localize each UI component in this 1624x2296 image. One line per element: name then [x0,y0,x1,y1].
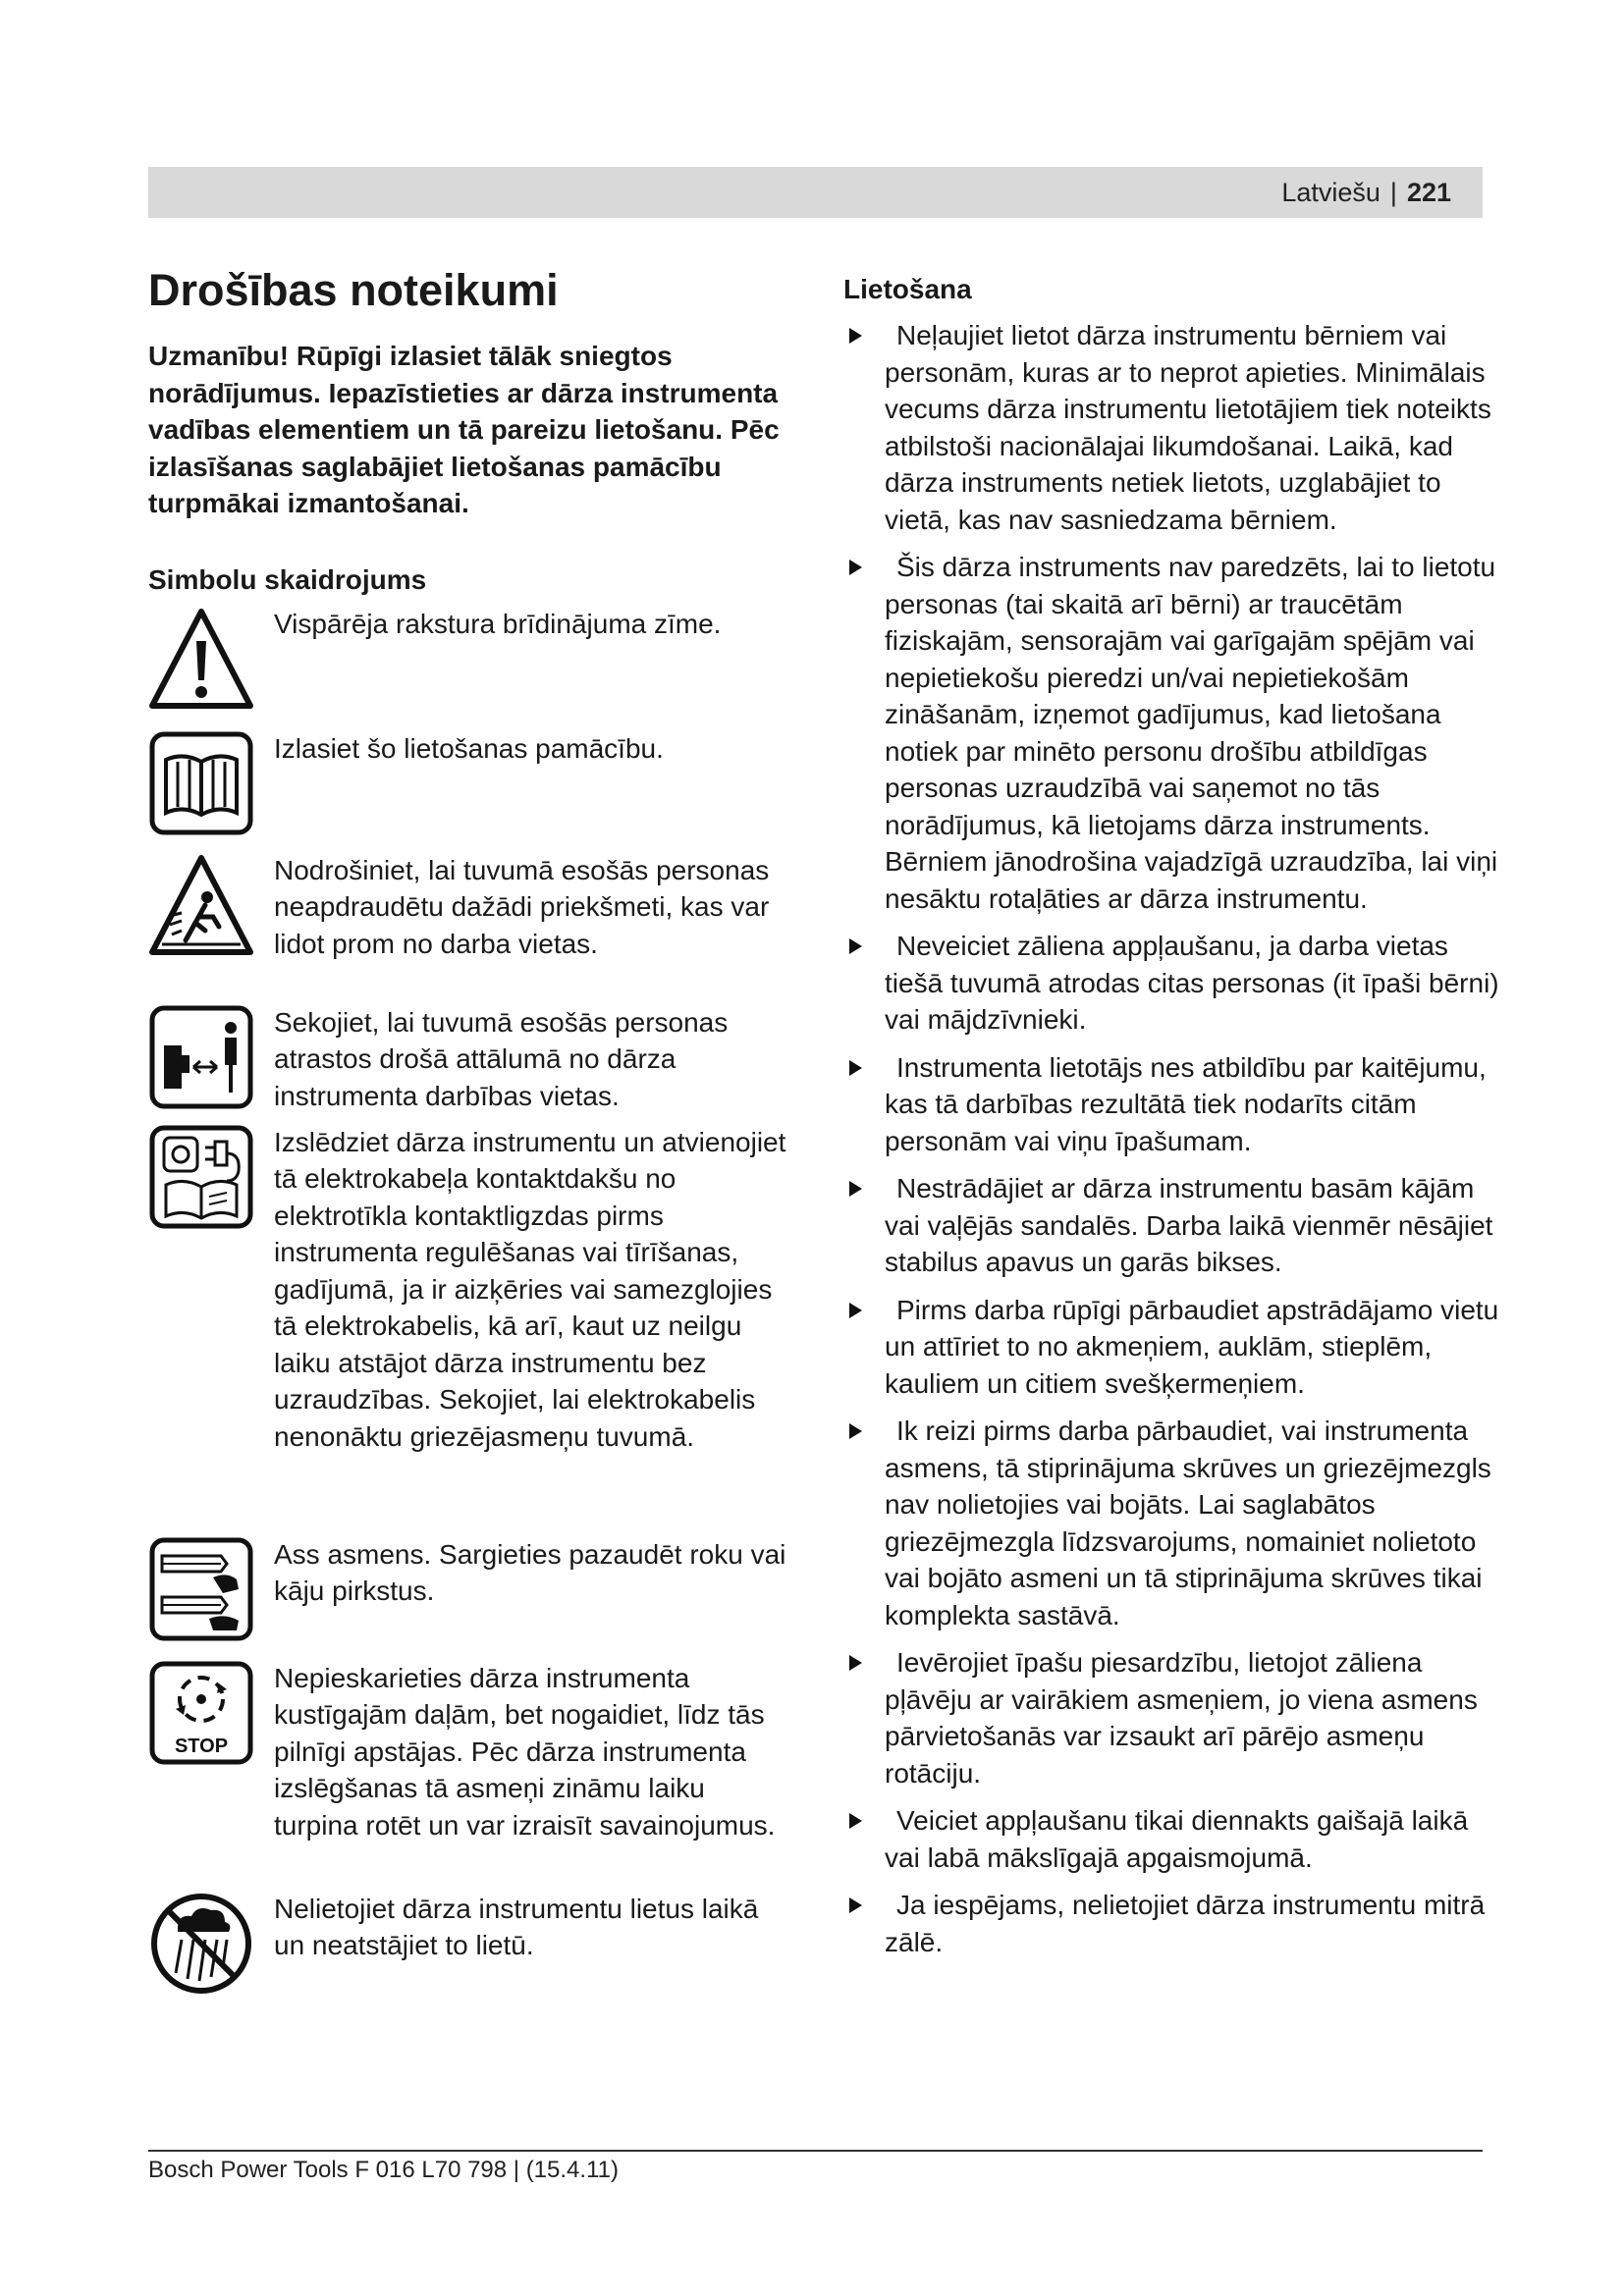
bullet-arrow-icon [849,328,862,344]
general-warning-icon [148,606,254,712]
no-rain-icon [148,1891,254,1997]
symbol-text: Vispārēja rakstura brīdinājuma zīme. [274,608,722,639]
bullet-arrow-icon [849,1423,862,1439]
symbol-text: Nodrošiniet, lai tuvumā esošās personas neapdraudētu dažādi priekšmeti, kas var lidot prom no darba vietas. [274,854,770,959]
stop-rotating-icon [148,1660,254,1766]
symbol-text: Sekojiet, lai tuvumā esošās personas atrastos drošā attālumā no dārza instrumenta darbības vietas. [274,1006,729,1111]
usage-heading: Lietošana [843,274,972,304]
right-column [843,271,1501,1971]
header-text [1281,167,1451,218]
footer-divider [148,2150,1483,2152]
symbol-row [148,730,796,852]
unplug-icon [148,1124,254,1230]
bullet-arrow-icon [849,1060,862,1076]
symbol-text: Nelietojiet dārza instrumentu lietus laikā un neatstājiet to lietū. [274,1893,759,1960]
list-item: Ievērojiet īpašu piesardzību, lietojot zāliena pļāvēju ar vairākiem asmeņiem, jo viena asmens pārvietošanās var izsaukt arī pārējo asmeņu rotāciju. [843,1644,1501,1791]
header-separator: | [1389,178,1397,207]
bullet-arrow-icon [849,1813,862,1829]
bullet-arrow-icon [849,1303,862,1318]
list-item: Veiciet appļaušanu tikai diennakts gaišajā laikā vai labā mākslīgajā apgaismojumā. [843,1802,1501,1876]
intro-warning: Uzmanību! Rūpīgi izlasiet tālāk sniegtos norādījumus. Iepazīstieties ar dārza instrumenta vadības elementiem un tā pareizu lietošanu. Pēc izlasīšanas saglabājiet lietošanas pamācību turpmākai izmantošanai. [148,341,780,518]
symbol-text: Ass asmens. Sargieties pazaudēt roku vai kāju pirkstus. [274,1538,786,1606]
header-language: Latviešu [1281,178,1380,207]
symbols-heading: Simbolu skaidrojums [148,563,427,595]
read-manual-icon [148,730,254,836]
symbol-row [148,1004,796,1124]
symbol-text: Izslēdziet dārza instrumentu un atvienojiet tā elektrokabeļa kontaktdakšu no elektrotīkla kontaktligzdas pirms instrumenta regulēšanas vai tīrīšanas, gadījumā, ja ir aizķēries vai samezglojies tā elektrokabelis, kā arī, kaut uz neilgu laiku atstājot dārza instrumentu bez uzraudzības. Sekojiet, lai elektrokabelis nenonāktu griezējasmeņu tuvumā. [274,1126,786,1452]
list-item: Neļaujiet lietot dārza instrumentu bērniem vai personām, kuras ar to neprot apieties. Minimālais vecums dārza instrumentu lietotājiem tiek noteikts atbilstoši nacionālajai likumdošanai. Laikā, kad dārza instruments netiek lietots, uzglabājiet to vietā, kas nav sasniedzama bērniem. [843,317,1501,538]
page-number: 221 [1406,178,1451,207]
safe-distance-icon [148,1004,254,1110]
symbol-row [148,852,796,1004]
symbol-row [148,1891,796,1999]
bullet-arrow-icon [849,560,862,575]
list-item: Šis dārza instruments nav paredzēts, lai to lietotu personas (tai skaitā arī bērni) ar traucētām fiziskajām, sensorajām vai garīgajām spējām vai nepietiekošu pieredzi un/vai nepietiekošām zināšanām, izņemot gadījumus, kad lietošana notiek par minēto personu drošību atbildīgas personas uzraudzībā vai saņemot no tās norādījumus, kā lietojams dārza instruments. Bērniem jānodrošina vajadzīgā uzraudzība, lai viņi nesāktu rotaļāties ar dārza instrumentu. [843,549,1501,917]
bullet-arrow-icon [849,1655,862,1671]
bullet-arrow-icon [849,1181,862,1197]
list-item: Ja iespējams, nelietojiet dārza instrumentu mitrā zālē. [843,1887,1501,1960]
symbol-text: Izlasiet šo lietošanas pamācību. [274,732,664,764]
stop-label: STOP [174,1735,229,1757]
list-item: Neveiciet zāliena appļaušanu, ja darba vietas tiešā tuvumā atrodas citas personas (it īpaši bērni) vai mājdzīvnieki. [843,928,1501,1039]
section-title: Drošības noteikumi [148,265,559,315]
symbol-row [148,1536,796,1660]
list-item: Pirms darba rūpīgi pārbaudiet apstrādājamo vietu un attīriet to no akmeņiem, auklām, stieplēm, kauliem un citiem svešķermeņiem. [843,1292,1501,1403]
symbol-row [148,1660,796,1891]
list-item: Nestrādājiet ar dārza instrumentu basām kājām vai vaļējās sandalēs. Darba laikā vienmēr nēsājiet stabilus apavus un garās bikses. [843,1170,1501,1281]
page-header [148,167,1483,218]
sharp-blades-icon [148,1536,254,1642]
list-item: Instrumenta lietotājs nes atbildību par kaitējumu, kas tā darbības rezultātā tiek nodarīts citām personām vai viņu īpašumam. [843,1049,1501,1160]
flying-objects-icon [148,852,254,958]
bullet-arrow-icon [849,1897,862,1913]
left-column [148,263,796,1999]
list-item: Ik reizi pirms darba pārbaudiet, vai instrumenta asmens, tā stiprinājuma skrūves un griezējmezgls nav nolietojies vai bojāts. Lai saglabātos griezējmezgla līdzsvarojums, nomainiet nolietoto vai bojāto asmeni un tā stiprinājuma skrūves tikai komplekta sastāvā. [843,1413,1501,1633]
bullet-arrow-icon [849,938,862,954]
list-item-note: Bērniem jānodrošina vajadzīgā uzraudzība, lai viņi nesāktu rotaļāties ar dārza instrumentu. [885,846,1498,914]
footer-text: Bosch Power Tools F 016 L70 798 | (15.4.11) [148,2157,619,2183]
symbol-row [148,1124,796,1536]
symbol-row [148,606,796,730]
symbol-text: Nepieskarieties dārza instrumenta kustīgajām daļām, bet nogaidiet, līdz tās pilnīgi apstājas. Pēc dārza instrumenta izslēgšanas tā asmeņi zināmu laiku turpina rotēt un var izraisīt savainojumus. [274,1662,776,1841]
